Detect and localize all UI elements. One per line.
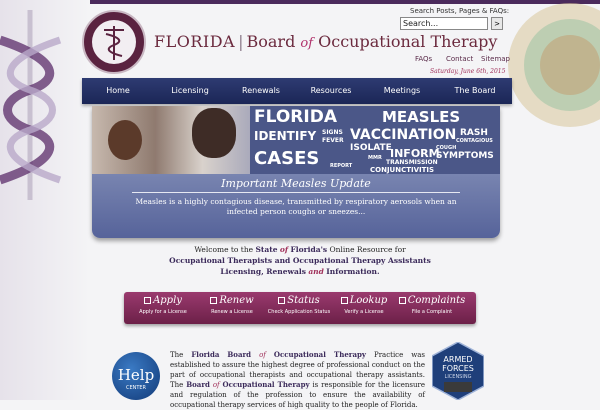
about-of: of bbox=[259, 351, 266, 359]
word: VACCINATION bbox=[350, 127, 457, 143]
word: FEVER bbox=[322, 137, 344, 144]
banner-divider bbox=[132, 192, 460, 193]
word: ISOLATE bbox=[350, 143, 392, 153]
complaints-icon bbox=[399, 297, 406, 304]
welcome-of: of bbox=[279, 245, 289, 254]
caduceus-icon bbox=[92, 20, 136, 64]
about-text-part: is responsible for the licensure and regulation of the profession to ensure the availability of occupational therapy services of high quality to the people of Florida. bbox=[170, 381, 426, 409]
banner-photo bbox=[92, 106, 250, 174]
status-button[interactable] bbox=[266, 292, 332, 324]
about-ot: Occupational Therapy bbox=[222, 380, 310, 389]
word: CONTAGIOUS bbox=[456, 138, 493, 144]
doctor-image bbox=[192, 108, 236, 158]
title-divider: | bbox=[238, 32, 244, 51]
apply-sub: Apply for a License bbox=[139, 309, 187, 315]
lookup-button[interactable] bbox=[331, 292, 397, 324]
welcome-state: State bbox=[255, 245, 278, 254]
word: RASH bbox=[460, 128, 488, 138]
search-input[interactable] bbox=[400, 17, 488, 30]
welcome-text: Welcome to the bbox=[194, 245, 254, 254]
lookup-label: Lookup bbox=[349, 295, 388, 306]
nav-renewals[interactable]: Renewals bbox=[242, 86, 280, 95]
renew-sub: Renew a License bbox=[211, 309, 253, 315]
renew-label: Renew bbox=[219, 295, 254, 306]
status-label: Status bbox=[287, 295, 320, 306]
title-state: FLORIDA bbox=[154, 32, 236, 51]
nav-home[interactable]: Home bbox=[106, 86, 130, 95]
welcome-line3-end: Information. bbox=[326, 267, 380, 276]
welcome-text: Online Resource for bbox=[329, 245, 406, 254]
ribbon-icon bbox=[444, 382, 472, 392]
complaints-sub: File a Complaint bbox=[411, 309, 453, 315]
word: MEASLES bbox=[382, 108, 461, 126]
word: REPORT bbox=[330, 163, 353, 169]
main-nav bbox=[82, 78, 512, 104]
current-date: Saturday, June 6th, 2015 bbox=[430, 68, 506, 75]
nav-resources[interactable]: Resources bbox=[310, 86, 352, 95]
welcome-florida: Florida's bbox=[290, 245, 328, 254]
child-image bbox=[108, 120, 142, 160]
word: CASES bbox=[254, 148, 320, 169]
apply-button[interactable] bbox=[130, 292, 196, 324]
apply-icon bbox=[144, 297, 151, 304]
word: INFORM bbox=[390, 147, 440, 160]
apply-label: Apply bbox=[153, 295, 182, 306]
title-of: of bbox=[300, 36, 314, 51]
about-board: Board bbox=[227, 350, 252, 359]
word-cloud bbox=[250, 106, 500, 174]
complaints-button[interactable] bbox=[392, 292, 472, 324]
welcome-line3: Licensing, Renewals bbox=[220, 267, 306, 276]
lookup-icon bbox=[341, 297, 348, 304]
help-center-button[interactable] bbox=[112, 352, 160, 400]
armed-forces-licensing-badge[interactable] bbox=[432, 342, 484, 400]
search-button[interactable]: > bbox=[491, 17, 503, 30]
help-title: Help bbox=[117, 366, 155, 384]
measles-banner[interactable] bbox=[92, 106, 500, 238]
nav-the-board[interactable]: The Board bbox=[454, 86, 496, 95]
armed-line3: LICENSING bbox=[444, 374, 472, 380]
word: FLORIDA bbox=[254, 107, 337, 127]
word: SIGNS bbox=[322, 129, 343, 136]
about-ot: Occupational Therapy bbox=[273, 350, 366, 359]
about-florida: Florida bbox=[191, 350, 220, 359]
link-faqs[interactable]: FAQs bbox=[415, 55, 433, 63]
link-sitemap[interactable]: Sitemap bbox=[481, 55, 510, 63]
word: COUGH bbox=[436, 145, 457, 151]
site-title[interactable] bbox=[154, 32, 497, 51]
status-icon bbox=[278, 297, 285, 304]
word: MMR bbox=[368, 155, 382, 161]
complaints-label: Complaints bbox=[407, 295, 466, 306]
about-text-part: Practice was established to assure the highest degree of professional conduct on the part of occupational therapists and occupational therapy assistants. The bbox=[170, 351, 425, 389]
word: TRANSMISSION bbox=[386, 159, 438, 166]
lookup-sub: Verify a License bbox=[344, 309, 384, 315]
state-seal-background-icon bbox=[500, 0, 600, 145]
status-sub: Check Application Status bbox=[267, 309, 331, 315]
armed-line2: FORCES bbox=[442, 364, 474, 373]
banner-heading[interactable]: Important Measles Update bbox=[221, 177, 371, 190]
caduceus-background-icon bbox=[0, 10, 70, 200]
nav-licensing[interactable]: Licensing bbox=[171, 86, 209, 95]
renew-button[interactable] bbox=[199, 292, 265, 324]
armed-line1: ARMED bbox=[443, 355, 473, 364]
action-bar bbox=[124, 292, 476, 324]
nav-meetings[interactable]: Meetings bbox=[383, 86, 421, 95]
title-rest: Occupational Therapy bbox=[318, 32, 498, 51]
renew-icon bbox=[210, 297, 217, 304]
word: IDENTIFY bbox=[254, 129, 317, 143]
welcome-line2: Occupational Therapists and Occupational Therapy Assistants bbox=[169, 256, 431, 265]
title-board: Board bbox=[246, 32, 296, 51]
banner-text: Measles is a highly contagious disease, transmitted by respiratory aerosols when an infected person coughs or sneezes... bbox=[135, 197, 457, 216]
link-contact[interactable]: Contact bbox=[446, 55, 474, 63]
board-logo[interactable] bbox=[82, 10, 146, 74]
search-label: Search Posts, Pages & FAQs: bbox=[410, 7, 510, 15]
about-text-part: The bbox=[170, 351, 184, 359]
word: SYMPTOMS bbox=[436, 151, 494, 161]
welcome-message bbox=[140, 244, 460, 277]
welcome-and: and bbox=[308, 267, 324, 276]
about-board: Board bbox=[186, 380, 210, 389]
word: CONJUNCTIVITIS bbox=[370, 166, 435, 174]
about-of: of bbox=[212, 381, 220, 389]
about-text bbox=[170, 350, 425, 410]
help-sub: CENTER bbox=[125, 385, 147, 391]
